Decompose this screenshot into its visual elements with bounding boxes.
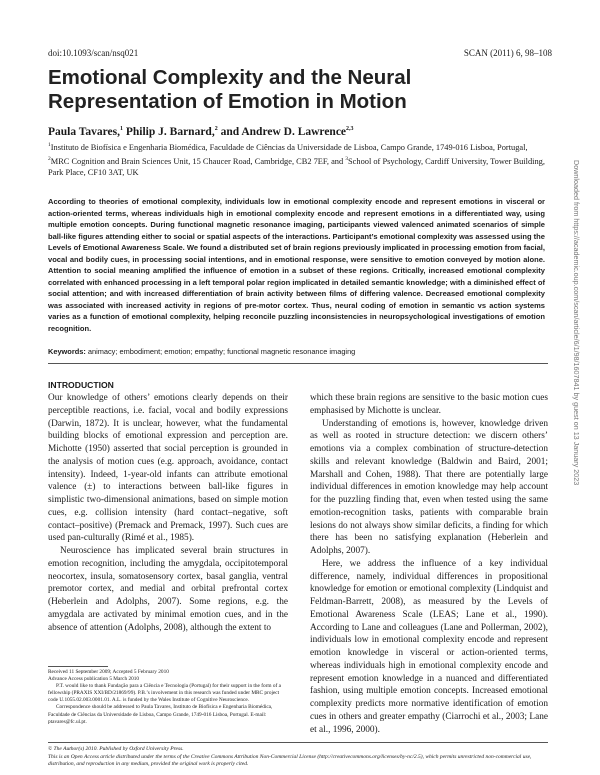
body-paragraph: Here, we address the influence of a key individual difference, namely, individual differences in propositional knowledge for emotion or emotional complexity (Lindquist and Feldman-Barrett, 2008), as measured by the Levels of Emotional Awareness Scale (LEAS; Lane et al., 1990). According to Lane and colleagues (Lane and Pollerman, 2002), individuals low in emotional complexity encode and represent emotion knowledge in visceral or action-oriented terms, whereas individuals high in emotional complexity encode and represent emotion knowledge in a nuanced and differentiated fashion, using multiple emotion concepts. Increased emotional complexity predicts more normative identification of emotion cues in others and greater empathy (Ciarrochi et al., 2003; Lane et al., 1996, 2000). xyxy=(310,558,548,735)
doi-label: doi:10.1093/scan/nsq021 xyxy=(48,48,139,58)
keywords-text: animacy; embodiment; emotion; empathy; functional magnetic resonance imaging xyxy=(85,347,356,356)
abstract: According to theories of emotional complexity, individuals low in emotional complexity encode and represent emotions in visceral or action-oriented terms, whereas individuals high in emotional complexity encode and represent emotions in a differentiated way, using multiple emotion concepts. During functional magnetic resonance imaging, participants viewed valenced animated scenarios of simple ball-like figures attending either to social or spatial aspects of the interactions. Participant’s emotional complexity was assessed using the Levels of Emotional Awareness Scale. We found a distributed set of brain regions previously implicated in processing emotion from facial, vocal and bodily cues, in processing social intentions, and in emotional response, were sensitive to emotion conveyed by motion alone. Attention to social meaning amplified the influence of emotion in a subset of these regions. Critically, increased emotional complexity correlated with enhanced processing in a left temporal polar region implicated in detailed semantic knowledge; with a diminished effect of social attention; and with increased differentiation of brain activity between films of differing valence. Decreased emotional complexity was associated with increased activity in regions of pre-motor cortex. Thus, neural coding of emotion in semantic vs action systems varies as a function of emotional complexity, helping reconcile puzzling inconsistencies in neuropsychological investigations of emotion recognition. xyxy=(48,197,545,334)
author-affil-mark: 2,3 xyxy=(346,126,354,133)
journal-citation: SCAN (2011) 6, 98–108 xyxy=(463,48,552,58)
body-column-left xyxy=(48,392,288,634)
paper-title: Emotional Complexity and the Neural Representation of Emotion in Motion xyxy=(48,66,412,113)
author-name: Paula Tavares, xyxy=(48,126,120,138)
copyright-line: © The Author(s) 2010. Published by Oxford University Press. xyxy=(48,746,184,752)
footnotes xyxy=(48,669,290,726)
footnote-line: P.T. would like to thank Fundação para a Ciência e Tecnologia (Portugal) for their support in the form of a fellowship (PRAXIS XXI/BD/21869/99). P.B.’s involvement in this research was funded under MRC project code U.1055.02.003.0001.01. A.L. is funded by the Wales Institute of Cognitive Neuroscience. xyxy=(48,683,281,704)
footnote-line: Received 11 September 2009; Accepted 5 February 2010 xyxy=(48,669,169,675)
keywords-label: Keywords: xyxy=(48,347,86,356)
section-divider xyxy=(48,363,548,364)
footnote-line: Correspondence should be addressed to Paula Tavares, Instituto de Biofísica e Engenharia Biomédica, Faculdade de Ciências da Universidade de Lisboa, Campo Grande, 1749-016 Lisboa, Portugal. E-mail: ptavares@fc.ul.pt. xyxy=(48,704,273,725)
body-column-right xyxy=(310,392,548,736)
license-text: This is an Open Access article distributed under the terms of the Creative Commons Attribution Non-Commercial License (http://creativecommons.org/licenses/by-nc/2.5), which permits unrestricted non-commercial use, distribution, and reproduction in any medium, provided the original work is properly cited. xyxy=(48,753,532,767)
affil-mark: 2 xyxy=(48,155,51,162)
body-paragraph: Understanding of emotions is, however, knowledge driven as well as rooted in structure detection: we discern others’ emotions via a complex combination of structure-detection skills and relevant knowledge (Baldwin and Baird, 2001; Marshall and Cohen, 1988). That there are potentially large individual differences in emotion knowledge may help account for the puzzling finding that, even when tested using the same emotion-recognition tasks, patients with comparable brain lesions do not always show similar deficits, a finding for which there has been no satisfying explanation (Heberlein and Adolphs, 2007). xyxy=(310,418,548,556)
body-paragraph: Neuroscience has implicated several brain structures in emotion recognition, including the amygdala, occipitotemporal neocortex, insula, somatosensory cortex, basal ganglia, ventral premotor cortex, and medial and orbital prefrontal cortex (Heberlein and Adolphs, 2007). Some regions, e.g. the amygdala are activated by minimal emotion cues, and in the absence of attention (Adolphs, 2008), although the extent to xyxy=(48,546,288,633)
author-affil-mark: 2 xyxy=(214,126,218,133)
body-paragraph: Our knowledge of others’ emotions clearly depends on their perceptible reactions, i.e. facial, vocal and bodily expressions (Darwin, 1872). It is unclear, however, what the fundamental building blocks of emotional expression and perception are. Michotte (1950) asserted that social perception is grounded in the analysis of motion cues (e.g. approach, avoidance, contact intensity). Indeed, 1-year-old infants can attribute emotional valence (±) to interactions between ball-like figures in simplistic two-dimensional animations, based on simple motion cues, e.g. collision intensity (hard contact–negative, soft contact–positive) (Premack and Premack, 1997). Such cues are used pan-culturally (Rimé et al., 1985). xyxy=(48,393,288,544)
download-sidebar xyxy=(572,160,582,600)
license-note xyxy=(48,746,548,769)
license-divider xyxy=(48,742,548,743)
affiliations xyxy=(48,140,548,179)
author-affil-mark: 1 xyxy=(120,126,123,133)
affil-mark: 1 xyxy=(48,142,51,148)
section-heading: INTRODUCTION xyxy=(48,380,114,390)
author-name: and Andrew D. Lawrence xyxy=(217,126,347,138)
affil-mark: 3 xyxy=(345,155,349,162)
author-list xyxy=(48,126,354,138)
keywords xyxy=(48,347,548,356)
footnote-divider xyxy=(48,666,108,667)
footnote-line: Advance Access publication 5 March 2010 xyxy=(48,676,140,683)
body-paragraph: which these brain regions are sensitive to the basic motion cues emphasised by Michotte is unclear. xyxy=(310,393,548,416)
affiliation-text: Instituto de Biofísica e Engenharia Biomédica, Faculdade de Ciências da Universidade de Lisboa, Campo Grande, 1749-016 Lisboa, Portugal, xyxy=(50,142,528,152)
affiliation-text: MRC Cognition and Brain Sciences Unit, 15 Chaucer Road, Cambridge, CB2 7EF, and xyxy=(50,156,346,166)
affiliation-text: School of Psychology, Cardiff University, Tower Building, Park Place, CF10 3AT, UK xyxy=(48,156,545,178)
author-name: Philip J. Barnard, xyxy=(123,126,215,138)
download-notice: Downloaded from https://academic.oup.com/scan/article/6/1/98/1607841 by guest on 13 January 2023 xyxy=(572,160,581,486)
